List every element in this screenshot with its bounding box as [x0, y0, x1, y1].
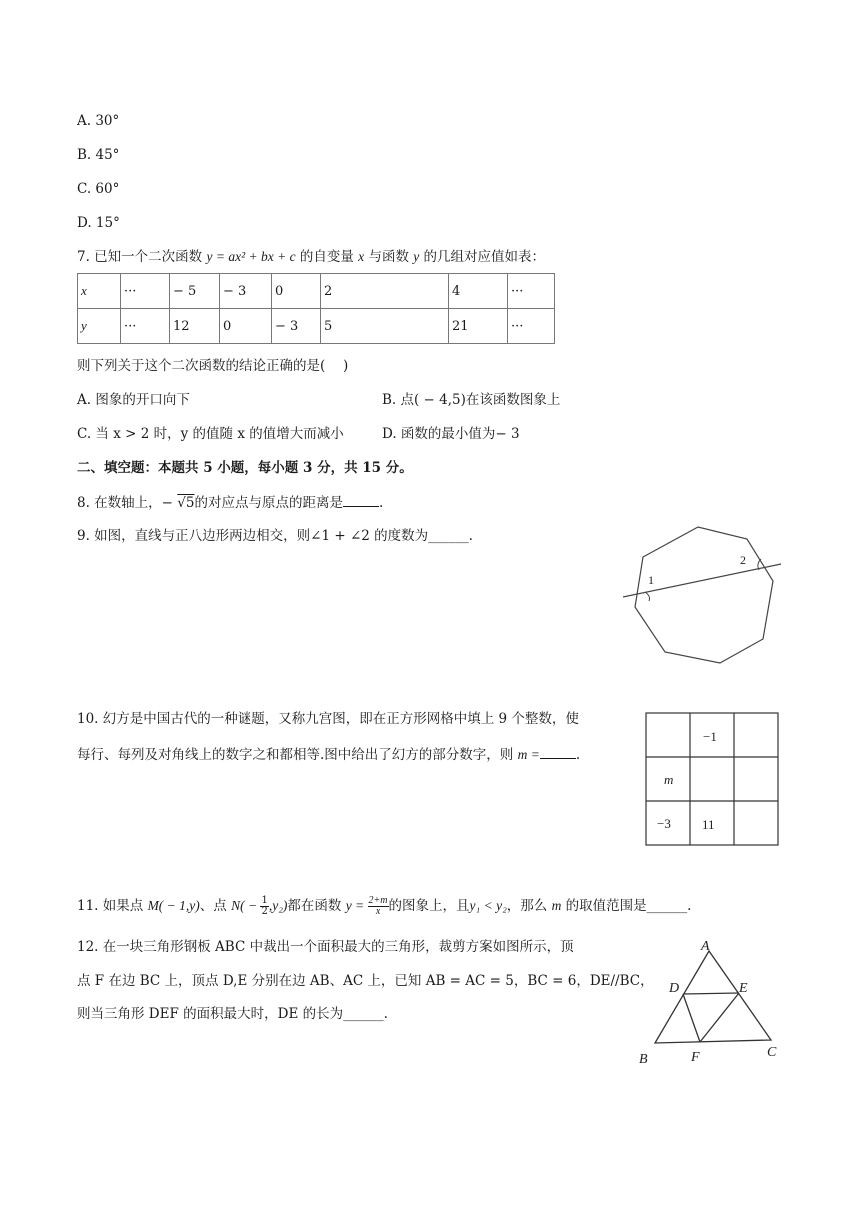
q6-option-d: D. 15° — [77, 215, 120, 231]
q7-stem-prefix: 7. 已知一个二次函数 — [77, 249, 207, 265]
table-row-y — [78, 309, 555, 344]
angle-1-label: 1 — [648, 573, 654, 587]
q7-option-c: C. 当 x > 2 时，y 的值随 x 的值增大而减小 — [77, 426, 344, 442]
table-cell: x — [78, 274, 121, 309]
q11-part: 的图象上，且 — [388, 898, 470, 914]
fraction-denominator: 2 — [261, 906, 268, 917]
q12-line1: 12. 在一块三角形钢板 ABC 中裁出一个面积最大的三角形，裁剪方案如图所示，顶 — [77, 939, 574, 955]
q8-end: . — [378, 495, 384, 511]
table-cell: 5 — [321, 309, 449, 344]
q11-text — [77, 896, 691, 917]
grid-cell-value: m — [664, 772, 674, 787]
q7-stem-y: y — [413, 249, 420, 264]
q6-option-b: B. 45° — [77, 147, 120, 163]
vertex-label-c: C — [767, 1045, 777, 1060]
octagon-shape — [635, 527, 773, 663]
triangle-figure — [630, 932, 785, 1070]
q7-stem — [77, 247, 545, 267]
q7-stem-formula: y = ax² + bx + c — [206, 249, 296, 264]
q11-fraction-function — [368, 896, 389, 917]
table-cell: 4 — [449, 274, 508, 309]
vertex-label-a: A — [701, 939, 710, 954]
fraction-numerator: 1 — [261, 895, 268, 906]
q11-point-m: M( − 1,y) — [147, 898, 200, 913]
angle-1-arc — [645, 592, 650, 601]
table-cell: 2 — [321, 274, 449, 309]
table-row-x — [78, 274, 555, 309]
q7-stem-x: x — [358, 249, 365, 264]
transversal-line — [623, 564, 781, 597]
octagon-figure — [615, 522, 790, 668]
table-cell: ··· — [121, 274, 170, 309]
q9-text: 9. 如图，直线与正八边形两边相交，则∠1 + ∠2 的度数为______. — [77, 528, 473, 544]
grid-cell-value: 11 — [702, 817, 715, 832]
q11-point-n-end: ,y₂) — [268, 898, 288, 913]
q7-option-d: D. 函数的最小值为− 3 — [382, 426, 520, 442]
q8-answer-blank[interactable] — [343, 492, 379, 507]
vertex-label-f: F — [691, 1050, 700, 1065]
q6-option-a: A. 30° — [77, 113, 120, 129]
table-cell: 0 — [272, 274, 321, 309]
q12-line2: 点 F 在边 BC 上，顶点 D,E 分别在边 AB、AC 上，已知 AB = AC = 5，BC = 6，DE//BC， — [77, 973, 654, 989]
q7-stem-suffix: 的几组对应值如表： — [419, 249, 546, 265]
triangle-abc — [655, 951, 771, 1043]
q11-part: 11. 如果点 — [77, 898, 148, 914]
q7-question: 则下列关于这个二次函数的结论正确的是( ) — [77, 358, 349, 374]
angle-2-label: 2 — [740, 553, 746, 567]
q10-answer-blank[interactable] — [540, 744, 576, 759]
q7-stem-mid2: 与函数 — [364, 249, 414, 265]
q11-inequality: y₁ < y₂ — [469, 898, 507, 913]
q11-part: 、点 — [199, 898, 232, 914]
q8-radical: √5 — [177, 495, 195, 511]
table-cell: ··· — [508, 309, 555, 344]
grid-cell-value: −3 — [657, 816, 671, 831]
fraction-numerator: 2+m — [368, 895, 388, 906]
segment-de — [683, 993, 739, 994]
table-cell: 12 — [170, 309, 220, 344]
table-cell: 21 — [449, 309, 508, 344]
q11-part: ，那么 — [506, 898, 552, 914]
table-cell: − 5 — [170, 274, 220, 309]
q8-suffix: 的对应点与原点的距离是 — [194, 495, 343, 511]
q8-text — [77, 492, 383, 513]
segment-ef — [700, 993, 739, 1042]
section-heading: 二、填空题：本题共 5 小题，每小题 3 分，共 15 分。 — [77, 460, 413, 476]
q10-line2 — [77, 744, 580, 765]
q8-prefix: 8. 在数轴上，− — [77, 495, 178, 511]
q7-option-b: B. 点( − 4,5)在该函数图象上 — [382, 392, 561, 408]
q11-point-n-start: N( − — [231, 898, 261, 913]
q6-option-c: C. 60° — [77, 181, 120, 197]
vertex-label-e: E — [739, 981, 748, 996]
q11-variable-m: m — [551, 898, 562, 913]
segment-df — [683, 994, 700, 1042]
q10-line1: 10. 幻方是中国古代的一种谜题，又称九宫图，即在正方形网格中填上 9 个整数，使 — [77, 711, 579, 727]
q7-option-a: A. 图象的开口向下 — [77, 392, 190, 408]
grid-cell-value: −1 — [703, 729, 717, 744]
q11-part: 的取值范围是______. — [561, 898, 692, 914]
q12-line3: 则当三角形 DEF 的面积最大时，DE 的长为______. — [77, 1006, 388, 1022]
table-cell: y — [78, 309, 121, 344]
vertex-label-b: B — [639, 1052, 648, 1067]
q10-end: . — [575, 747, 581, 763]
q10-variable: m = — [517, 747, 540, 762]
table-cell: − 3 — [272, 309, 321, 344]
table-cell: 0 — [220, 309, 272, 344]
q7-stem-mid: 的自变量 — [295, 249, 359, 265]
fraction-denominator: x — [375, 906, 381, 917]
q11-function-lhs: y = — [345, 898, 368, 913]
table-cell: − 3 — [220, 274, 272, 309]
vertex-label-d: D — [669, 981, 680, 996]
table-cell: ··· — [121, 309, 170, 344]
q7-value-table — [77, 273, 555, 344]
magic-square-figure — [645, 712, 781, 848]
q11-fraction-half — [260, 896, 268, 917]
table-cell: ··· — [508, 274, 555, 309]
q10-line2-prefix: 每行、每列及对角线上的数字之和都相等.图中给出了幻方的部分数字，则 — [77, 747, 518, 763]
q11-part: 都在函数 — [287, 898, 346, 914]
